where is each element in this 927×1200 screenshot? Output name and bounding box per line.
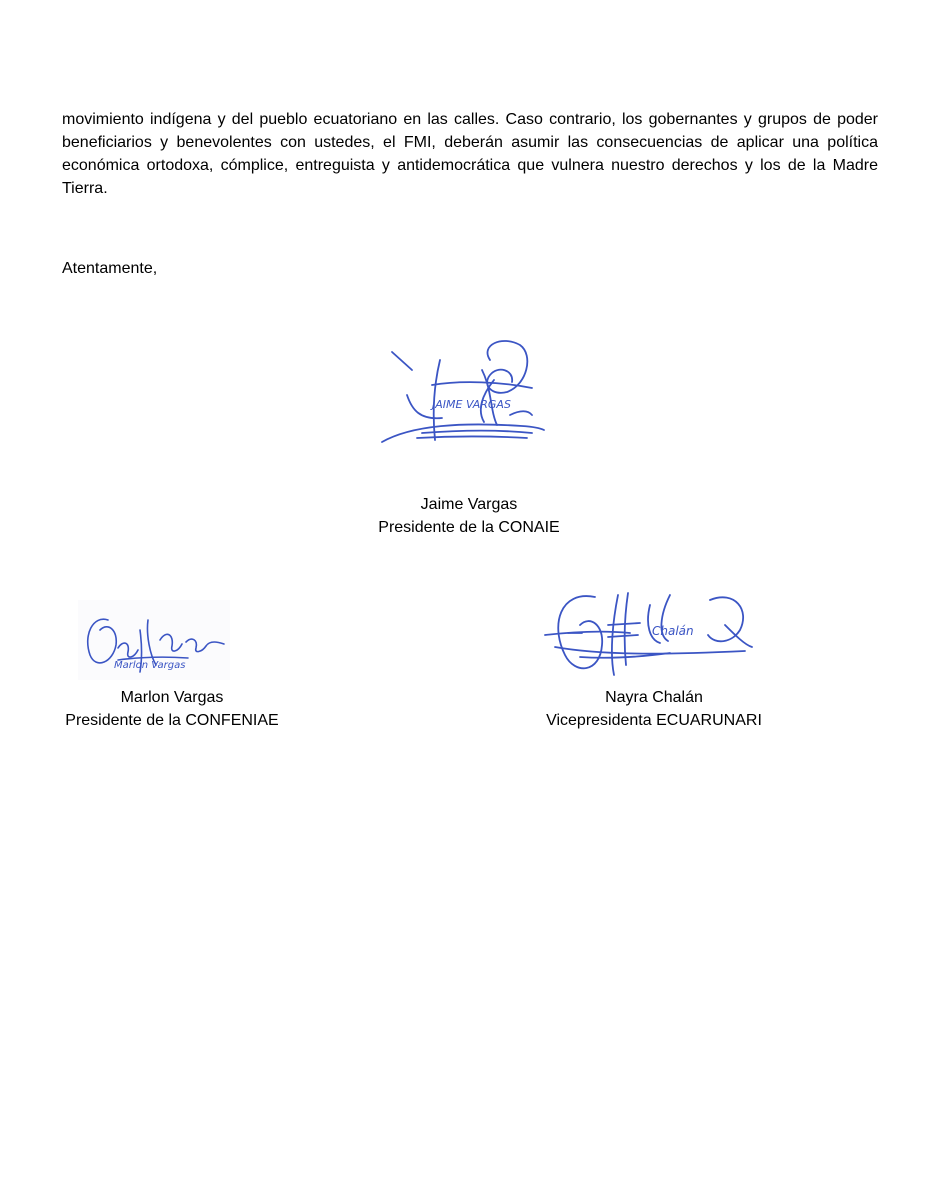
signer-title: Vicepresidenta ECUARUNARI: [546, 712, 762, 729]
body-paragraph: movimiento indígena y del pueblo ecuatoriano en las calles. Caso contrario, los gobernantes y grupos de poder beneficiarios y benevolentes con ustedes, el FMI, deberán asumir las consecuencias de aplicar una política económica ortodoxa, cómplice, entreguista y antidemocrática que vulnera nuestro derechos y los de la Madre Tierra.: [62, 111, 878, 197]
signature-lettering: Chalán: [652, 624, 694, 638]
signer-title: Presidente de la CONAIE: [378, 519, 560, 536]
signer-name: Nayra Chalán: [605, 689, 703, 706]
closing-salutation: Atentamente,: [62, 260, 158, 277]
signer-title: Presidente de la CONFENIAE: [65, 712, 279, 729]
signer-marlon-vargas: [48, 686, 296, 732]
signature-nayra-chalan: [540, 585, 755, 680]
signature-jaime-vargas: [372, 330, 562, 455]
signature-lettering: JAIME VARGAS: [432, 398, 511, 411]
signer-jaime-vargas: [329, 493, 609, 539]
signer-nayra-chalan: [529, 686, 779, 732]
signature-lettering: Marlon Vargas: [114, 660, 186, 671]
signature-marlon-vargas: [78, 600, 230, 680]
signer-name: Jaime Vargas: [420, 496, 518, 513]
signer-name: Marlon Vargas: [120, 689, 224, 706]
